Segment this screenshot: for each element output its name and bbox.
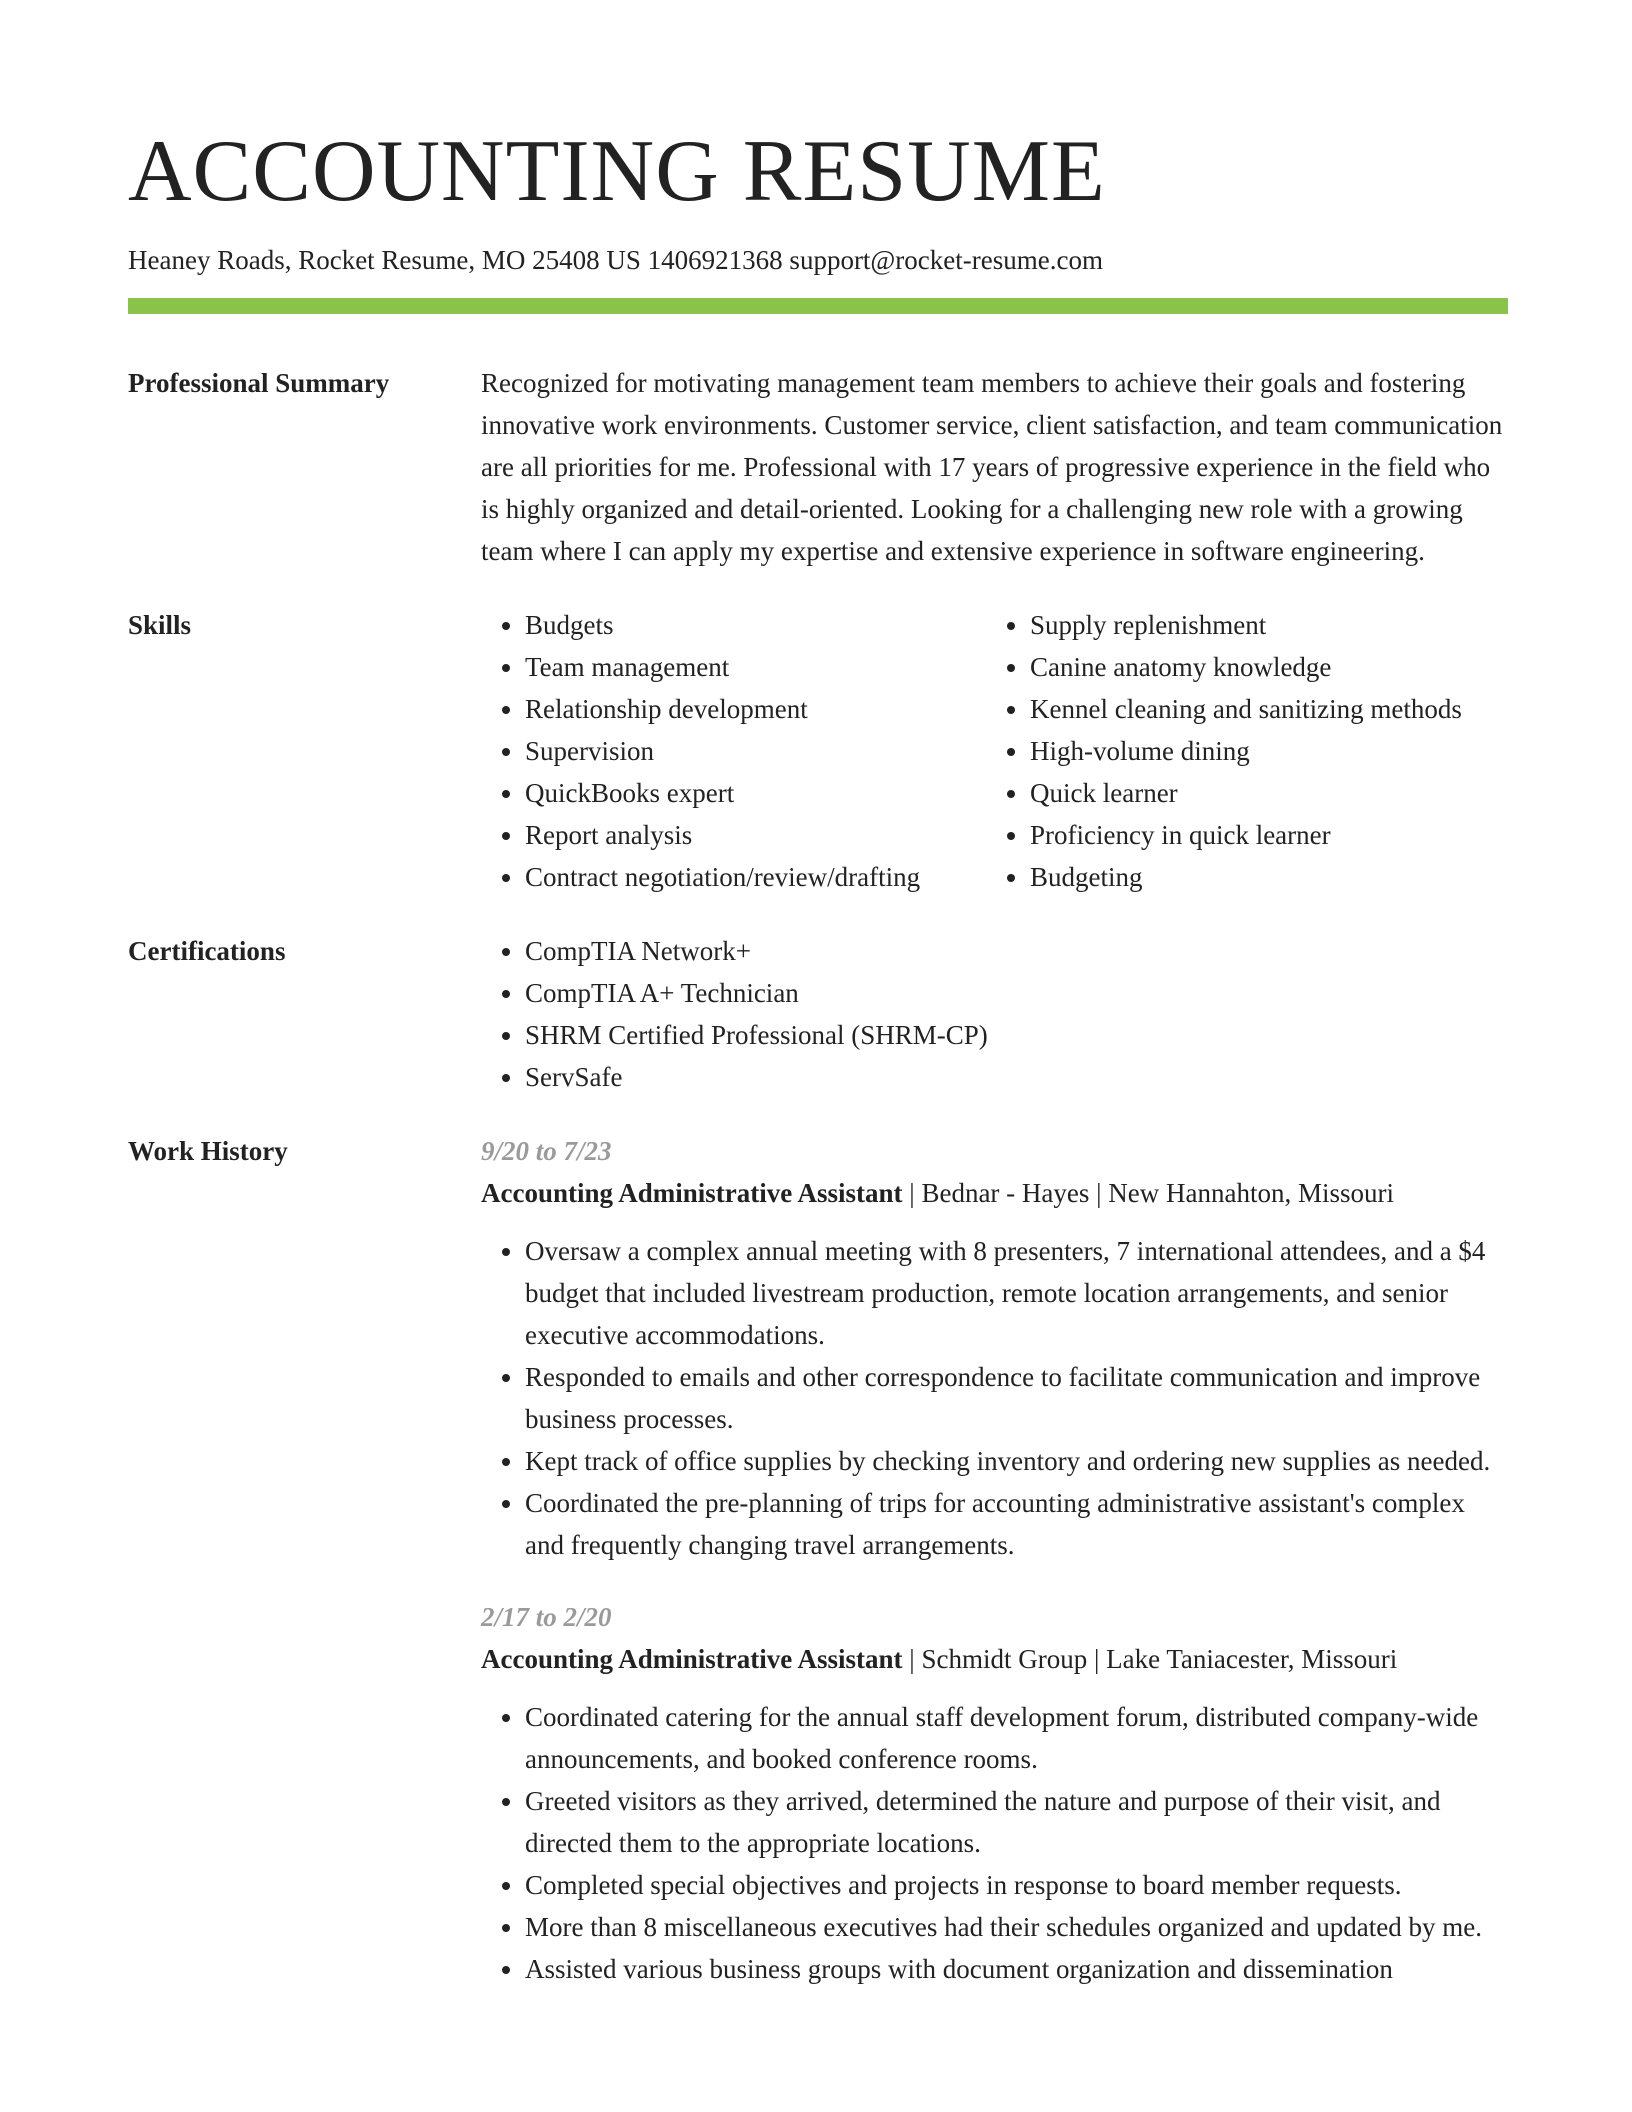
skill-item: • High-volume dining: [1030, 730, 1508, 772]
skill-item: • Budgeting: [1030, 856, 1508, 898]
job-bullet: • Completed special objectives and projects in response to board member requests.: [525, 1864, 1508, 1906]
certifications-body: [481, 930, 1508, 1098]
skill-item: • Contract negotiation/review/drafting: [525, 856, 986, 898]
job-dates: 2/17 to 2/20: [481, 1602, 612, 1632]
summary-body: [481, 362, 1508, 572]
certification-item: • ServSafe: [525, 1056, 1508, 1098]
skill-item: • Relationship development: [525, 688, 986, 730]
summary-section: [128, 362, 1508, 572]
job-heading: [481, 1172, 1508, 1214]
resume-page: [128, 0, 1508, 1990]
job-bullet: • Greeted visitors as they arrived, determined the nature and purpose of their visit, and directed them to the appropriate locations.: [525, 1780, 1508, 1864]
certification-item: • SHRM Certified Professional (SHRM-CP): [525, 1014, 1508, 1056]
certifications-section: [128, 930, 1508, 1098]
job-employer-location: | Bednar - Hayes | New Hannahton, Missouri: [902, 1178, 1395, 1208]
skills-body: [481, 604, 1508, 898]
summary-heading: Professional Summary: [128, 368, 390, 398]
job-entry: [481, 1130, 1508, 1566]
job-bullet: • Kept track of office supplies by checking inventory and ordering new supplies as needed.: [525, 1440, 1508, 1482]
job-bullets: [481, 1696, 1508, 1990]
skill-item: • Quick learner: [1030, 772, 1508, 814]
summary-text: Recognized for motivating management team members to achieve their goals and fostering innovative work environments. Customer service, client satisfaction, and team communication are all priorities for me. Professional with 17 years of progressive experience in the field who is highly organized and detail-oriented. Looking for a challenging new role with a growing team where I can apply my expertise and extensive experience in software engineering.: [481, 368, 1503, 566]
skills-column-1: [481, 604, 986, 898]
certification-item: • CompTIA Network+: [525, 930, 1508, 972]
work-history-heading: Work History: [128, 1136, 288, 1166]
job-title: Accounting Administrative Assistant: [481, 1178, 903, 1208]
work-history-body: [481, 1130, 1508, 1990]
skill-item: • Team management: [525, 646, 986, 688]
skill-item: • Canine anatomy knowledge: [1030, 646, 1508, 688]
job-employer-location: | Schmidt Group | Lake Taniacester, Missouri: [902, 1644, 1398, 1674]
certifications-heading: Certifications: [128, 936, 286, 966]
skill-item: • Supply replenishment: [1030, 604, 1508, 646]
skill-item: • Kennel cleaning and sanitizing methods: [1030, 688, 1508, 730]
certification-item: • CompTIA A+ Technician: [525, 972, 1508, 1014]
resume-title: ACCOUNTING RESUME: [128, 123, 1106, 220]
skill-item: • QuickBooks expert: [525, 772, 986, 814]
job-dates: 9/20 to 7/23: [481, 1136, 612, 1166]
accent-divider: [128, 298, 1508, 314]
job-bullet: • Responded to emails and other correspondence to facilitate communication and improve business processes.: [525, 1356, 1508, 1440]
skills-column-2: [986, 604, 1508, 898]
skill-item: • Budgets: [525, 604, 986, 646]
job-entry: [481, 1596, 1508, 1990]
skills-heading: Skills: [128, 610, 192, 640]
contact-line: Heaney Roads, Rocket Resume, MO 25408 US 1406921368 support@rocket-resume.com: [128, 245, 1103, 275]
skills-section: [128, 604, 1508, 898]
job-bullet: • Coordinated catering for the annual staff development forum, distributed company-wide announcements, and booked conference rooms.: [525, 1696, 1508, 1780]
skill-item: • Supervision: [525, 730, 986, 772]
skill-item: • Proficiency in quick learner: [1030, 814, 1508, 856]
job-bullet: • Oversaw a complex annual meeting with 8 presenters, 7 international attendees, and a $4 budget that included livestream production, remote location arrangements, and senior executive accommodations.: [525, 1230, 1508, 1356]
job-bullet: • Coordinated the pre-planning of trips for accounting administrative assistant's complex and frequently changing travel arrangements.: [525, 1482, 1508, 1566]
job-heading: [481, 1638, 1508, 1680]
work-history-section: [128, 1130, 1508, 1990]
skill-item: • Report analysis: [525, 814, 986, 856]
job-bullet: • Assisted various business groups with document organization and dissemination: [525, 1948, 1508, 1990]
job-bullets: [481, 1230, 1508, 1566]
job-bullet: • More than 8 miscellaneous executives had their schedules organized and updated by me.: [525, 1906, 1508, 1948]
job-title: Accounting Administrative Assistant: [481, 1644, 903, 1674]
